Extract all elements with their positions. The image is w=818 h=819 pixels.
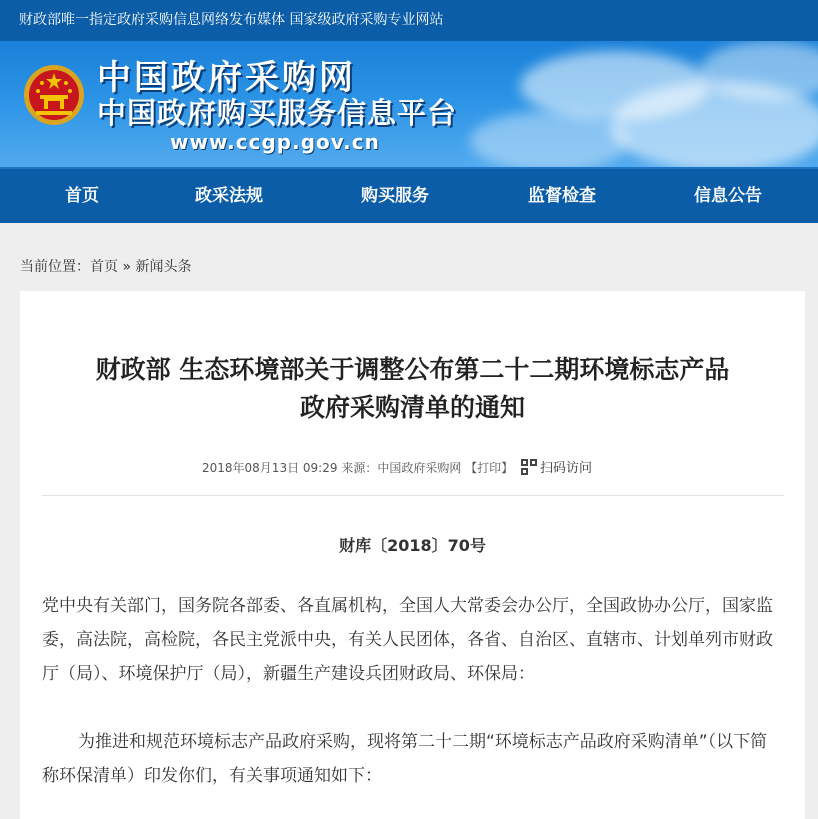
title-divider: [42, 495, 784, 496]
breadcrumb-separator: »: [122, 259, 132, 275]
site-title: 中国政府采购网: [97, 58, 356, 98]
breadcrumb: [20, 258, 191, 276]
article-card: [20, 291, 805, 819]
nav-item-supervision[interactable]: 监督检查: [528, 186, 596, 206]
nav-item-services[interactable]: 购买服务: [361, 186, 429, 206]
main-nav: [0, 167, 818, 223]
site-subtitle: 中国政府购买服务信息平台: [97, 96, 458, 130]
article-paragraph: 党中央有关部门，国务院各部委、各直属机构，全国人大常委会办公厅，全国政协办公厅，国家监委，高法院，高检院，各民主党派中央，有关人民团体，各省、自治区、直辖市、计划单列市财政厅（局）、环境保护厅（局），新疆生产建设兵团财政局、环保局：: [42, 596, 773, 684]
breadcrumb-current[interactable]: 新闻头条: [135, 259, 192, 275]
national-emblem-icon[interactable]: [22, 63, 86, 127]
header-banner: [0, 41, 818, 167]
article-title: [20, 351, 805, 427]
qr-code-icon[interactable]: [521, 459, 537, 475]
breadcrumb-home-link[interactable]: 首页: [90, 259, 118, 275]
article-title-line1: 财政部 生态环境部关于调整公布第二十二期环境标志产品: [95, 355, 730, 384]
article-title-line2: 政府采购清单的通知: [299, 393, 525, 422]
nav-item-regulations[interactable]: 政采法规: [195, 186, 263, 206]
document-number: 财库〔2018〕70号: [339, 536, 486, 555]
print-link[interactable]: 【打印】: [465, 461, 514, 475]
source-label: 来源：: [341, 461, 378, 475]
article-paragraph: 为推进和规范环境标志产品政府采购，现将第二十二期“环境标志产品政府采购清单”（以下简称环保清单）印发你们，有关事项通知如下：: [42, 732, 768, 786]
top-info-bar: [0, 0, 818, 41]
source-name: 中国政府采购网: [377, 461, 462, 475]
nav-item-home[interactable]: 首页: [65, 186, 99, 206]
scan-visit-link[interactable]: 扫码访问: [540, 461, 593, 476]
publish-datetime: 2018年08月13日 09:29: [202, 461, 338, 475]
site-url: www.ccgp.gov.cn: [170, 130, 380, 154]
breadcrumb-prefix: 当前位置：: [20, 259, 90, 275]
top-info-text: 财政部唯一指定政府采购信息网络发布媒体 国家级政府采购专业网站: [19, 12, 444, 28]
article-meta: [202, 459, 592, 477]
nav-item-announcements[interactable]: 信息公告: [694, 186, 762, 206]
